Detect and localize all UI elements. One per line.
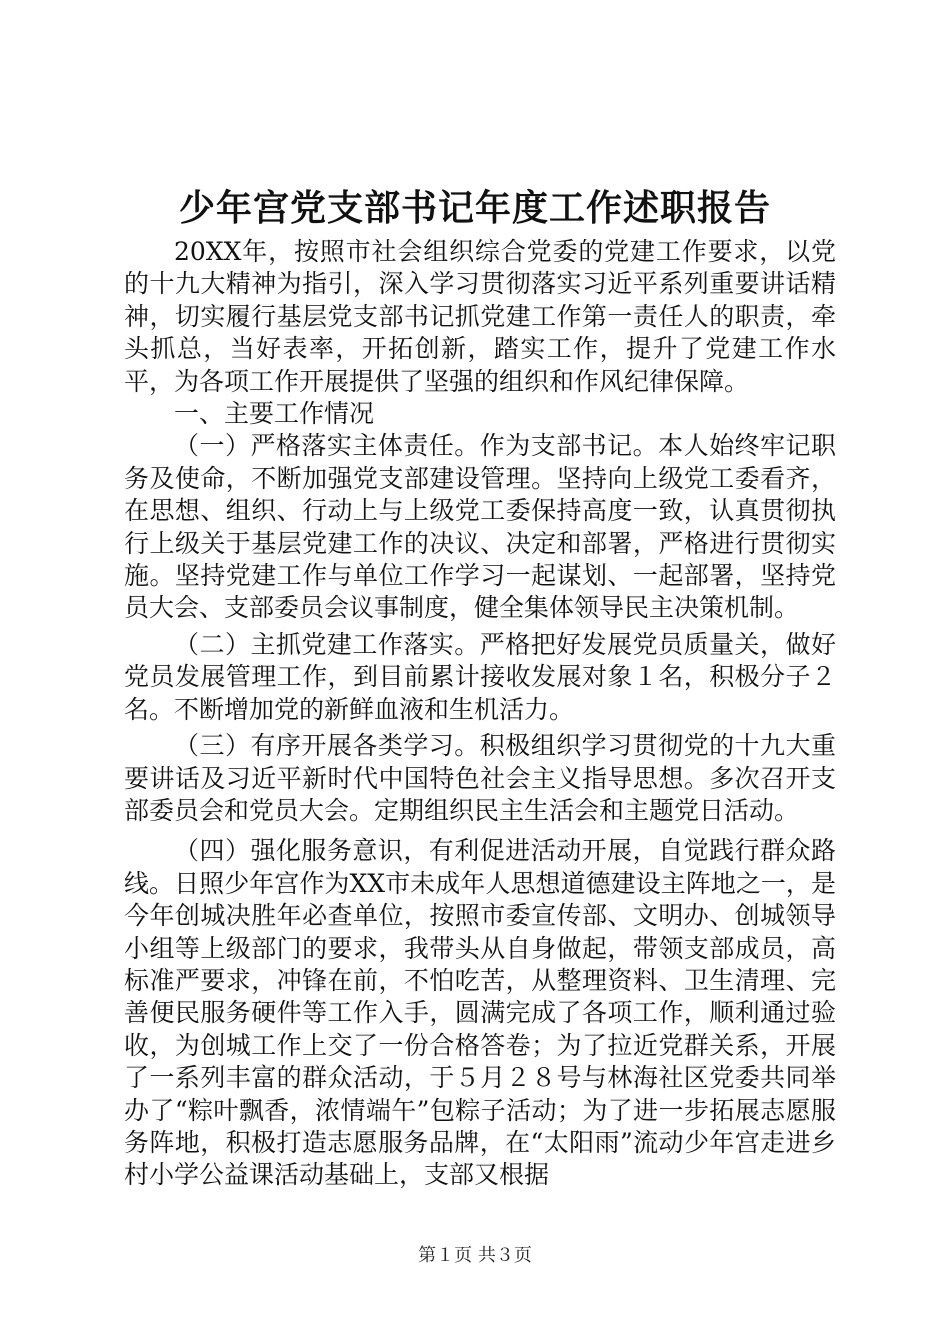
paragraph-item-3: （三）有序开展各类学习。积极组织学习贯彻党的十九大重要讲话及习近平新时代中国特色社会主义指导思想。多次召开支部委员会和党员大会。定期组织民主生活会和主题党日活动。 — [124, 731, 836, 825]
section-heading: 一、主要工作情况 — [174, 399, 375, 429]
intro-paragraph: 20XX年，按照市社会组织综合党委的党建工作要求，以党的十九大精神为指引，深入学习贯彻落实习近平系列重要讲话精神，切实履行基层党支部书记抓党建工作第一责任人的职责，牵头抓总，当好表率，开拓创新，踏实工作，提升了党建工作水平，为各项工作开展提供了坚强的组织和作风纪律保障。 — [124, 237, 836, 396]
paragraph-item-4: （四）强化服务意识，有利促进活动开展，自觉践行群众路线。日照少年宫作为XX市未成年人思想道德建设主阵地之一，是今年创城决胜年必查单位，按照市委宣传部、文明办、创城领导小组等上级部门的要求，我带头从自身做起，带领支部成员，高标准严要求，冲锋在前，不怕吃苦，从整理资料、卫生清理、完善便民服务硬件等工作入手，圆满完成了各项工作，顺利通过验收，为创城工作上交了一份合格答卷；为了拉近党群关系，开展了一系列丰富的群众活动，于５月２８号与林海社区党委共同举办了“粽叶飘香，浓情端午”包粽子活动；为了进一步拓展志愿服务阵地，积极打造志愿服务品牌，在“太阳雨”流动少年宫走进乡村小学公益课活动基础上，支部又根据 — [124, 836, 836, 1190]
document-title: 少年宫党支部书记年度工作述职报告 — [178, 187, 771, 229]
page-footer: 第１页 共３页 — [418, 1245, 532, 1266]
document-body — [124, 236, 836, 1192]
paragraph-item-1: （一）严格落实主体责任。作为支部书记。本人始终牢记职务及使命，不断加强党支部建设管理。坚持向上级党工委看齐，在思想、组织、行动上与上级党工委保持高度一致，认真贯彻执行上级关于基层党建工作的决议、决定和部署，严格进行贯彻实施。坚持党建工作与单位工作学习一起谋划、一起部署，坚持党员大会、支部委员会议事制度，健全集体领导民主决策机制。 — [124, 431, 836, 623]
paragraph-item-2: （二）主抓党建工作落实。严格把好发展党员质量关，做好党员发展管理工作，到目前累计接收发展对象１名，积极分子２名。不断增加党的新鲜血液和生机活力。 — [124, 629, 836, 724]
